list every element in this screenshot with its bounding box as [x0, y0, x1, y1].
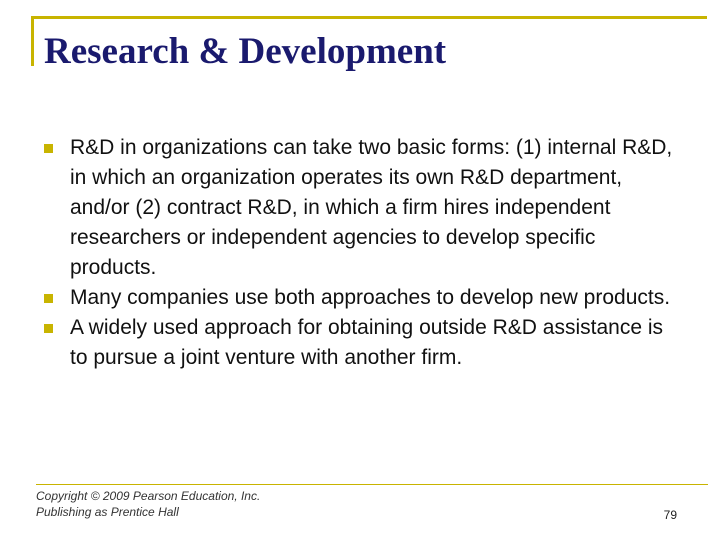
footer-divider: [36, 484, 708, 485]
copyright-notice: [36, 488, 260, 520]
bullet-item: [44, 283, 674, 313]
bullet-text: Many companies use both approaches to develop new products.: [70, 286, 671, 309]
slide-frame-top: [31, 16, 707, 19]
bullet-item: [44, 313, 674, 373]
publisher-line: Publishing as Prentice Hall: [36, 505, 179, 519]
copyright-line: Copyright © 2009 Pearson Education, Inc.: [36, 489, 261, 503]
bullet-text: A widely used approach for obtaining outside R&D assistance is to pursue a joint venture with another firm.: [70, 316, 664, 369]
bullet-item: [44, 133, 674, 283]
slide-title: Research & Development: [44, 31, 447, 72]
page-number: 79: [663, 508, 677, 522]
square-bullet-icon: [44, 144, 53, 153]
bullet-text: R&D in organizations can take two basic forms: (1) internal R&D, in which an organization operates its own R&D department, and/or (2) contract R&D, in which a firm hires independent researchers or independent agencies to develop specific products.: [70, 136, 673, 279]
square-bullet-icon: [44, 294, 53, 303]
slide-frame-left: [31, 16, 34, 66]
bullet-list: [44, 133, 674, 373]
square-bullet-icon: [44, 324, 53, 333]
